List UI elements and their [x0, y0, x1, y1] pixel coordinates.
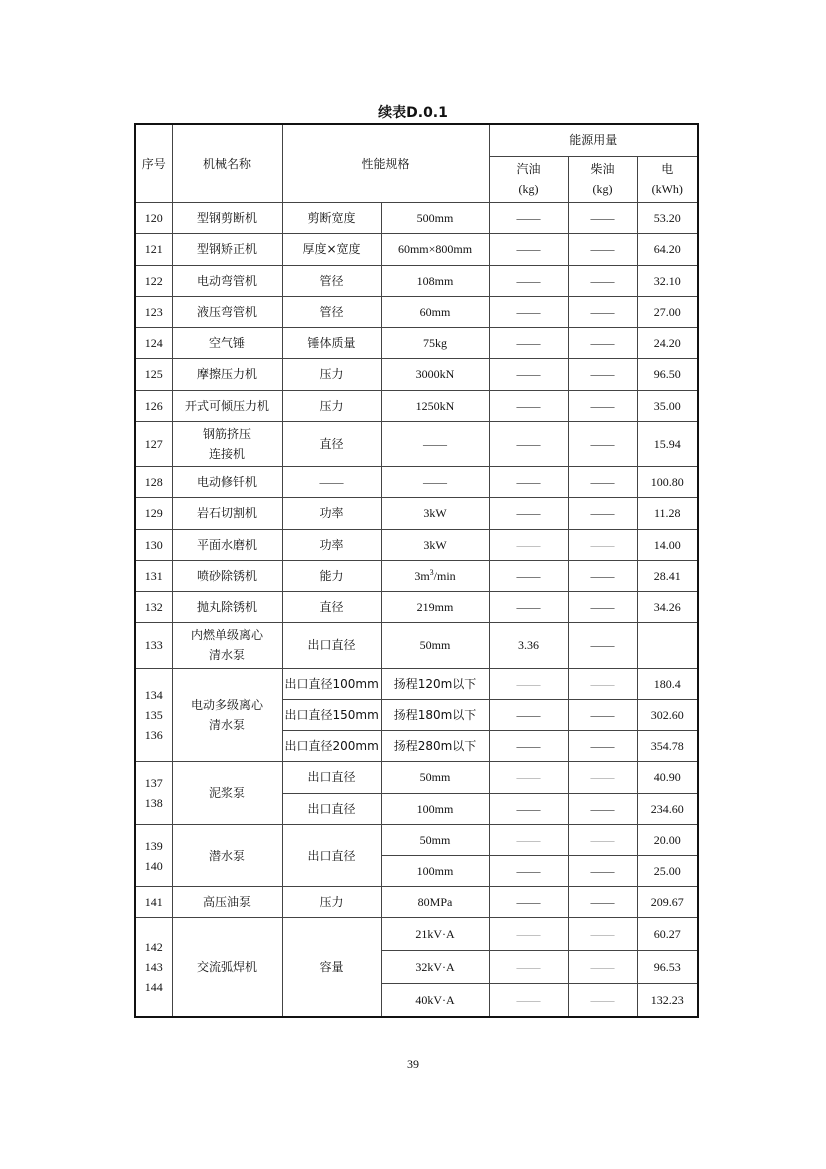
cell-electric: 132.23: [637, 983, 698, 1017]
cell-no: 132: [135, 592, 172, 623]
cell-param: 功率: [282, 498, 381, 529]
cell-value: ——: [381, 467, 489, 498]
cell-electric: 40.90: [637, 762, 698, 793]
cell-param: 管径: [282, 296, 381, 327]
header-electric: 电 (kWh): [637, 156, 698, 202]
table-row: [135, 824, 698, 855]
table-row: [135, 668, 698, 699]
header-spec: 性能规格: [282, 124, 489, 203]
cell-gasoline: ——: [489, 699, 568, 730]
cell-value: ——: [381, 421, 489, 466]
cell-gasoline: ——: [489, 731, 568, 762]
cell-name: 平面水磨机: [172, 529, 282, 560]
cell-name: 型钢矫正机: [172, 234, 282, 265]
header-seq: 序号: [135, 124, 172, 203]
cell-diesel: ——: [568, 950, 637, 983]
cell-gasoline: 3.36: [489, 623, 568, 668]
cell-name: 电动修钎机: [172, 467, 282, 498]
cell-param: 出口直径: [282, 623, 381, 668]
cell-gasoline: ——: [489, 918, 568, 950]
cell-value: 扬程120m以下: [381, 668, 489, 699]
cell-electric: 34.26: [637, 592, 698, 623]
cell-name: 空气锤: [172, 328, 282, 359]
cell-value: 3kW: [381, 498, 489, 529]
cell-no: 126: [135, 390, 172, 421]
header-gasoline: 汽油 (kg): [489, 156, 568, 202]
cell-param: 出口直径: [282, 793, 381, 824]
cell-electric: 28.41: [637, 560, 698, 591]
cell-diesel: ——: [568, 498, 637, 529]
table-row: [135, 359, 698, 390]
cell-no: 130: [135, 529, 172, 560]
table-row: [135, 467, 698, 498]
cell-param: 出口直径100mm: [282, 668, 381, 699]
page-number: 39: [407, 1057, 419, 1071]
cell-diesel: ——: [568, 731, 637, 762]
cell-param: 厚度×宽度: [282, 234, 381, 265]
cell-electric: 60.27: [637, 918, 698, 950]
cell-electric: 96.50: [637, 359, 698, 390]
cell-param: ——: [282, 467, 381, 498]
cell-diesel: ——: [568, 421, 637, 466]
cell-name: 岩石切割机: [172, 498, 282, 529]
cell-param: 压力: [282, 390, 381, 421]
cell-diesel: ——: [568, 824, 637, 855]
cell-gasoline: ——: [489, 203, 568, 234]
cell-value: $3m^3/\min$: [381, 560, 489, 591]
cell-no: 127: [135, 421, 172, 466]
cell-electric: 35.00: [637, 390, 698, 421]
cell-electric: 27.00: [637, 296, 698, 327]
cell-diesel: ——: [568, 390, 637, 421]
table-row: [135, 592, 698, 623]
cell-name: 交流弧焊机: [172, 918, 282, 1017]
cell-name: 抛丸除锈机: [172, 592, 282, 623]
cell-diesel: ——: [568, 887, 637, 918]
cell-no: 142 143 144: [135, 918, 172, 1017]
cell-no: 125: [135, 359, 172, 390]
cell-gasoline: ——: [489, 296, 568, 327]
cell-no: 133: [135, 623, 172, 668]
cell-value: 21kV·A: [381, 918, 489, 950]
cell-no: 129: [135, 498, 172, 529]
cell-value: 80MPa: [381, 887, 489, 918]
cell-gasoline: ——: [489, 668, 568, 699]
cell-name: 型钢剪断机: [172, 203, 282, 234]
table-title: 续表D.0.1: [378, 105, 448, 121]
cell-gasoline: ——: [489, 467, 568, 498]
cell-diesel: ——: [568, 359, 637, 390]
cell-electric: 100.80: [637, 467, 698, 498]
cell-gasoline: ——: [489, 265, 568, 296]
cell-electric: 20.00: [637, 824, 698, 855]
cell-no: 122: [135, 265, 172, 296]
cell-name: 钢筋挤压 连接机: [172, 421, 282, 466]
cell-no: 131: [135, 560, 172, 591]
table-row: [135, 421, 698, 466]
cell-param: 压力: [282, 887, 381, 918]
cell-gasoline: ——: [489, 234, 568, 265]
cell-diesel: ——: [568, 983, 637, 1017]
cell-electric: 234.60: [637, 793, 698, 824]
cell-name: 电动弯管机: [172, 265, 282, 296]
cell-value: 40kV·A: [381, 983, 489, 1017]
cell-diesel: ——: [568, 918, 637, 950]
cell-gasoline: ——: [489, 950, 568, 983]
cell-param: 出口直径: [282, 762, 381, 793]
cell-name: 内燃单级离心 清水泵: [172, 623, 282, 668]
cell-value: 50mm: [381, 623, 489, 668]
cell-gasoline: ——: [489, 390, 568, 421]
cell-name: 潜水泵: [172, 824, 282, 886]
cell-value: 3000kN: [381, 359, 489, 390]
table-row: [135, 762, 698, 793]
table-row: [135, 390, 698, 421]
cell-name: 开式可倾压力机: [172, 390, 282, 421]
table-row: [135, 234, 698, 265]
cell-diesel: ——: [568, 203, 637, 234]
cell-diesel: ——: [568, 529, 637, 560]
cell-no: 124: [135, 328, 172, 359]
cell-no: 141: [135, 887, 172, 918]
cell-diesel: ——: [568, 265, 637, 296]
cell-no: 121: [135, 234, 172, 265]
cell-gasoline: ——: [489, 498, 568, 529]
cell-param: 功率: [282, 529, 381, 560]
cell-value: 1250kN: [381, 390, 489, 421]
cell-electric: 64.20: [637, 234, 698, 265]
cell-diesel: ——: [568, 856, 637, 887]
table-row: [135, 498, 698, 529]
cell-diesel: ——: [568, 623, 637, 668]
cell-no: 128: [135, 467, 172, 498]
cell-electric: 11.28: [637, 498, 698, 529]
cell-gasoline: ——: [489, 793, 568, 824]
cell-electric: 24.20: [637, 328, 698, 359]
cell-gasoline: ——: [489, 421, 568, 466]
table-row: [135, 623, 698, 668]
table-row: [135, 918, 698, 950]
cell-value: 50mm: [381, 762, 489, 793]
header-name: 机械名称: [172, 124, 282, 203]
cell-value: 60mm: [381, 296, 489, 327]
cell-gasoline: ——: [489, 529, 568, 560]
cell-name: 液压弯管机: [172, 296, 282, 327]
cell-name: 泥浆泵: [172, 762, 282, 824]
cell-param: 直径: [282, 592, 381, 623]
cell-diesel: ——: [568, 234, 637, 265]
cell-diesel: ——: [568, 592, 637, 623]
cell-value: 108mm: [381, 265, 489, 296]
table-row: [135, 265, 698, 296]
cell-diesel: ——: [568, 467, 637, 498]
cell-electric: 32.10: [637, 265, 698, 296]
cell-diesel: ——: [568, 762, 637, 793]
cell-value: 75kg: [381, 328, 489, 359]
cell-electric: 354.78: [637, 731, 698, 762]
cell-electric: 302.60: [637, 699, 698, 730]
table-row: [135, 887, 698, 918]
table-row: [135, 560, 698, 591]
table-row: [135, 328, 698, 359]
cell-name: 摩擦压力机: [172, 359, 282, 390]
cell-electric: 209.67: [637, 887, 698, 918]
cell-no: 123: [135, 296, 172, 327]
cell-param: 容量: [282, 918, 381, 1017]
cell-name: 喷砂除锈机: [172, 560, 282, 591]
table-row: [135, 203, 698, 234]
cell-gasoline: ——: [489, 592, 568, 623]
cell-no: 134 135 136: [135, 668, 172, 762]
cell-diesel: ——: [568, 296, 637, 327]
cell-gasoline: ——: [489, 824, 568, 855]
cell-value: 扬程280m以下: [381, 731, 489, 762]
cell-electric: 25.00: [637, 856, 698, 887]
cell-value: 100mm: [381, 856, 489, 887]
cell-diesel: ——: [568, 793, 637, 824]
table-row: [135, 296, 698, 327]
cell-gasoline: ——: [489, 359, 568, 390]
cell-value: 32kV·A: [381, 950, 489, 983]
cell-electric: 96.53: [637, 950, 698, 983]
cell-param: 锤体质量: [282, 328, 381, 359]
cell-param: 能力: [282, 560, 381, 591]
table-row: [135, 529, 698, 560]
cell-no: 139 140: [135, 824, 172, 886]
cell-name: 高压油泵: [172, 887, 282, 918]
cell-diesel: ——: [568, 560, 637, 591]
cell-gasoline: ——: [489, 983, 568, 1017]
cell-param: 出口直径200mm: [282, 731, 381, 762]
cell-electric: 180.4: [637, 668, 698, 699]
cell-value: 219mm: [381, 592, 489, 623]
cell-name: 电动多级离心 清水泵: [172, 668, 282, 762]
cell-gasoline: ——: [489, 560, 568, 591]
cell-diesel: ——: [568, 668, 637, 699]
header-diesel: 柴油 (kg): [568, 156, 637, 202]
cell-no: 120: [135, 203, 172, 234]
cell-param: 压力: [282, 359, 381, 390]
cell-value: 扬程180m以下: [381, 699, 489, 730]
cell-electric: [637, 623, 698, 668]
cell-gasoline: ——: [489, 328, 568, 359]
cell-value: 60mm×800mm: [381, 234, 489, 265]
cell-electric: 14.00: [637, 529, 698, 560]
cell-gasoline: ——: [489, 887, 568, 918]
energy-usage-table: [134, 123, 699, 1018]
cell-gasoline: ——: [489, 762, 568, 793]
cell-value: 100mm: [381, 793, 489, 824]
cell-diesel: ——: [568, 699, 637, 730]
cell-param: 出口直径150mm: [282, 699, 381, 730]
cell-value: 50mm: [381, 824, 489, 855]
cell-electric: 53.20: [637, 203, 698, 234]
header-energy: 能源用量: [489, 124, 698, 156]
cell-electric: 15.94: [637, 421, 698, 466]
cell-param: 出口直径: [282, 824, 381, 886]
cell-value: 500mm: [381, 203, 489, 234]
cell-diesel: ——: [568, 328, 637, 359]
cell-param: 管径: [282, 265, 381, 296]
cell-no: 137 138: [135, 762, 172, 824]
cell-param: 直径: [282, 421, 381, 466]
cell-gasoline: ——: [489, 856, 568, 887]
cell-param: 剪断宽度: [282, 203, 381, 234]
header-row-1: [135, 124, 698, 156]
cell-value: 3kW: [381, 529, 489, 560]
